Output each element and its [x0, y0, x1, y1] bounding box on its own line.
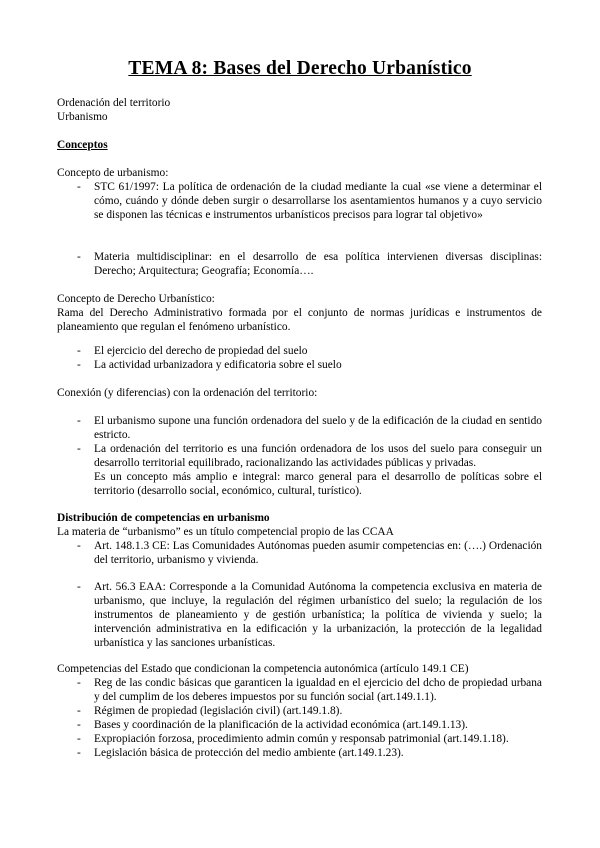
- bullet-dash: -: [77, 677, 81, 689]
- concepto-derecho-item-1: El ejercicio del derecho de propiedad del suelo: [94, 345, 308, 357]
- estado-item-5: Legislación básica de protección del medio ambiente (art.149.1.23).: [94, 747, 404, 759]
- distribucion-text: La materia de “urbanismo” es un título competencial propio de las CCAA: [57, 526, 394, 538]
- estado-item-3: Bases y coordinación de la planificación de la actividad económica (art.149.1.13).: [94, 719, 468, 731]
- intro-line-1: Ordenación del territorio: [57, 97, 171, 109]
- intro-line-2: Urbanismo: [57, 111, 108, 123]
- distribucion-item-2: Art. 56.3 EAA: Corresponde a la Comunidad Autónoma la competencia exclusiva en materia de urbanismo, que incluye, la regulación del régimen urbanístico del suelo; la regulación de los instrumentos de planeamiento y de gestión urbanística; la política de vivienda y suelo; la intervención administrativa en la edificación y la urbanización, la protección de la legalidad urbanística y las sanciones urbanísticas.: [94, 581, 542, 649]
- estado-label: Competencias del Estado que condicionan la competencia autonómica (artículo 149.1 CE): [57, 663, 469, 675]
- bullet-dash: -: [77, 359, 81, 371]
- conexion-label: Conexión (y diferencias) con la ordenación del territorio:: [57, 387, 318, 399]
- conceptos-heading: Conceptos: [57, 139, 108, 151]
- concepto-derecho-text: Rama del Derecho Administrativo formada por el conjunto de normas jurídicas e instrumentos de planeamiento que regulan el fenómeno urbanístico.: [57, 307, 542, 333]
- bullet-dash: -: [77, 733, 81, 745]
- distribucion-item-1: Art. 148.1.3 CE: Las Comunidades Autónomas pueden asumir competencias en: (….) Ordenación del territorio, urbanismo y vivienda.: [94, 540, 542, 566]
- concepto-urbanismo-label: Concepto de urbanismo:: [57, 167, 169, 179]
- concepto-derecho-item-2: La actividad urbanizadora y edificatoria sobre el suelo: [94, 359, 342, 371]
- bullet-dash: -: [77, 540, 81, 552]
- bullet-dash: -: [77, 251, 81, 263]
- bullet-dash: -: [77, 747, 81, 759]
- bullet-dash: -: [77, 719, 81, 731]
- estado-item-2: Régimen de propiedad (legislación civil) (art.149.1.8).: [94, 705, 343, 717]
- concepto-urbanismo-item-1: STC 61/1997: La política de ordenación de la ciudad mediante la cual «se viene a determinar el cómo, cuándo y dónde deben surgir o desarrollarse los asentamientos humanos y a cuyo servicio se disponen las técnicas e instrumentos urbanísticos precisos para lograr tal objetivo»: [94, 181, 542, 221]
- conexion-extra: Es un concepto más amplio e integral: marco general para el desarrollo de políticas sobre el territorio (desarrollo social, económico, cultural, turístico).: [94, 471, 542, 497]
- bullet-dash: -: [77, 345, 81, 357]
- bullet-dash: -: [77, 181, 81, 193]
- concepto-urbanismo-item-2: Materia multidisciplinar: en el desarrollo de esa política intervienen diversas disciplinas: Derecho; Arquitectura; Geografía; Economía….: [94, 251, 542, 277]
- bullet-dash: -: [77, 705, 81, 717]
- conexion-item-2: La ordenación del territorio es una función ordenadora de los usos del suelo para conseguir un desarrollo territorial equilibrado, racionalizando las actividades públicas y privadas.: [94, 443, 542, 469]
- bullet-dash: -: [77, 415, 81, 427]
- conexion-item-1: El urbanismo supone una función ordenadora del suelo y de la edificación de la ciudad en sentido estricto.: [94, 415, 542, 441]
- estado-item-4: Expropiación forzosa, procedimiento admin común y responsab patrimonial (art.149.1.18).: [94, 733, 509, 745]
- page-title: TEMA 8: Bases del Derecho Urbanístico: [128, 58, 472, 79]
- concepto-derecho-label: Concepto de Derecho Urbanístico:: [57, 293, 215, 305]
- bullet-dash: -: [77, 443, 81, 455]
- estado-item-1: Reg de las condic básicas que garanticen la igualdad en el ejercicio del dcho de propiedad urbana y del cumplim de los deberes impuestos por su función social (art.149.1.1).: [94, 677, 542, 703]
- bullet-dash: -: [77, 581, 81, 593]
- distribucion-heading: Distribución de competencias en urbanismo: [57, 512, 270, 524]
